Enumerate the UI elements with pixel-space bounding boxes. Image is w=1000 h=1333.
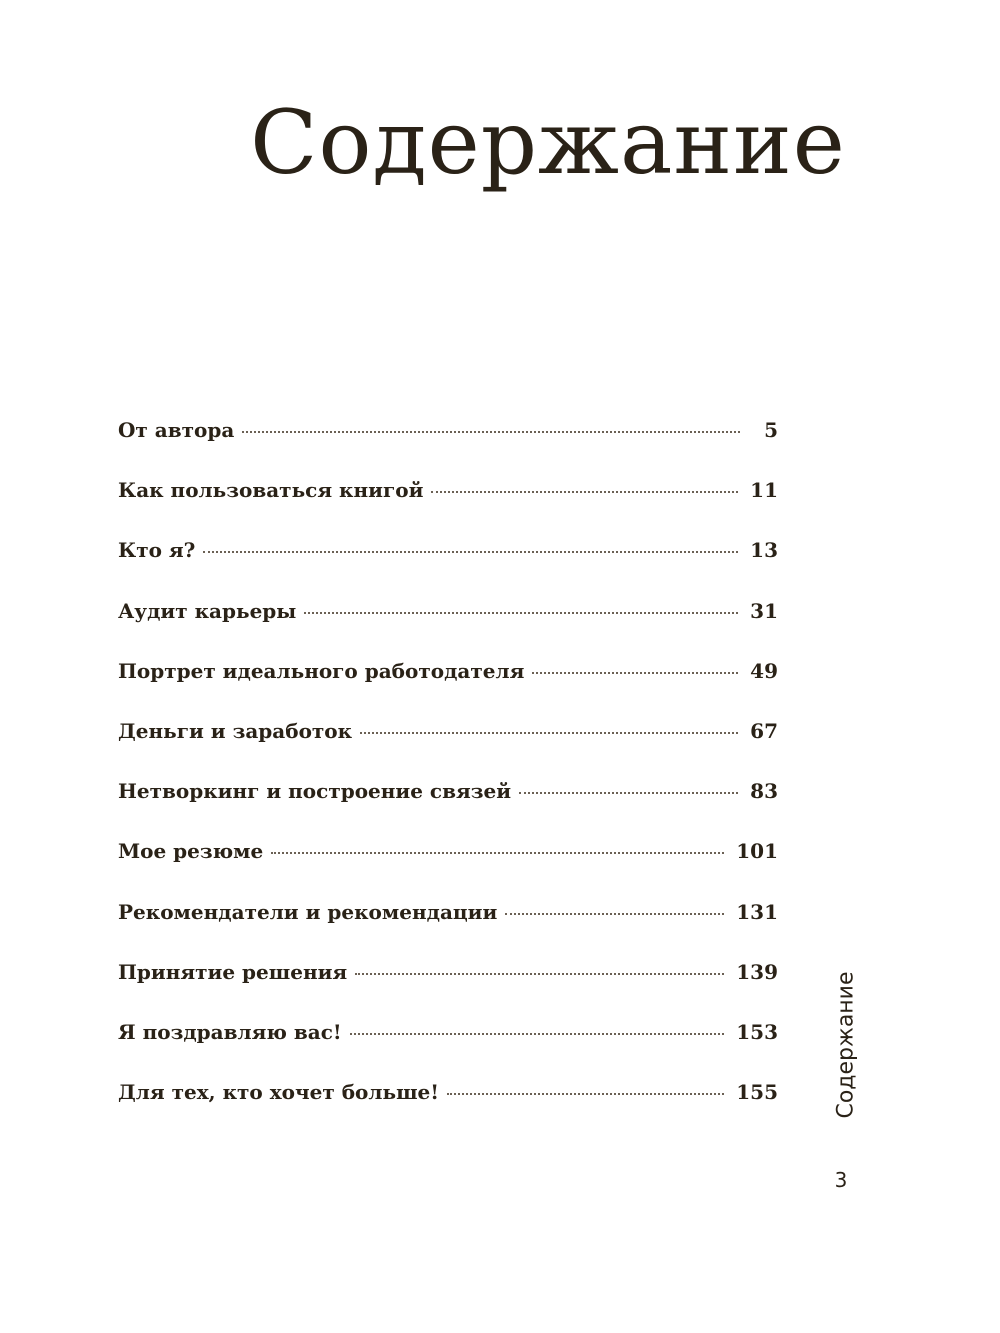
toc-entry-title: Деньги и заработок [118,718,353,743]
table-of-contents [118,418,778,1140]
toc-entry[interactable] [118,478,778,538]
toc-entry-title: Портрет идеального работодателя [118,658,525,683]
toc-entry-page: 139 [736,959,778,984]
running-head-text: Содержание [833,971,859,1119]
toc-entry[interactable] [118,779,778,839]
toc-entry[interactable] [118,538,778,598]
dot-leader [355,973,724,975]
toc-entry-page: 5 [764,418,778,442]
toc-entry-title: Рекомендатели и рекомендации [118,899,498,924]
toc-entry-title: Мое резюме [118,839,264,864]
toc-entry-title: От автора [118,418,235,442]
dot-leader [203,551,738,553]
dot-leader [360,732,738,734]
toc-entry-page: 67 [750,718,778,743]
toc-entry-title: Как пользоваться книгой [118,478,424,503]
toc-entry-title: Я поздравляю вас! [118,1019,342,1044]
toc-entry-title: Нетворкинг и построение связей [118,779,512,804]
toc-entry-page: 31 [750,598,778,623]
dot-leader [505,913,724,915]
toc-entry-title: Аудит карьеры [118,598,297,623]
toc-entry-title: Кто я? [118,538,196,563]
dot-leader [271,852,724,854]
page-number: 3 [834,1168,848,1192]
toc-entry-title: Для тех, кто хочет больше! [118,1080,440,1105]
toc-entry-page: 49 [750,658,778,683]
dot-leader [350,1033,725,1035]
toc-entry-page: 155 [736,1080,778,1105]
toc-entry-page: 13 [750,538,778,563]
toc-entry-title: Принятие решения [118,959,348,984]
dot-leader [304,612,738,614]
toc-entry-page: 153 [736,1019,778,1044]
dot-leader [447,1093,724,1095]
toc-entry-page: 131 [736,899,778,924]
page-title: Содержание [250,91,846,194]
toc-entry[interactable] [118,1020,778,1080]
toc-entry-page: 11 [750,478,778,503]
toc-entry[interactable] [118,960,778,1020]
toc-entry[interactable] [118,839,778,899]
toc-entry[interactable] [118,1080,778,1140]
dot-leader [242,431,740,433]
dot-leader [519,792,738,794]
toc-entry[interactable] [118,659,778,719]
dot-leader [532,672,738,674]
toc-entry-page: 83 [750,779,778,804]
toc-entry[interactable] [118,418,778,478]
toc-entry[interactable] [118,900,778,960]
toc-entry-page: 101 [736,839,778,864]
toc-entry[interactable] [118,719,778,779]
toc-entry[interactable] [118,599,778,659]
dot-leader [431,491,738,493]
